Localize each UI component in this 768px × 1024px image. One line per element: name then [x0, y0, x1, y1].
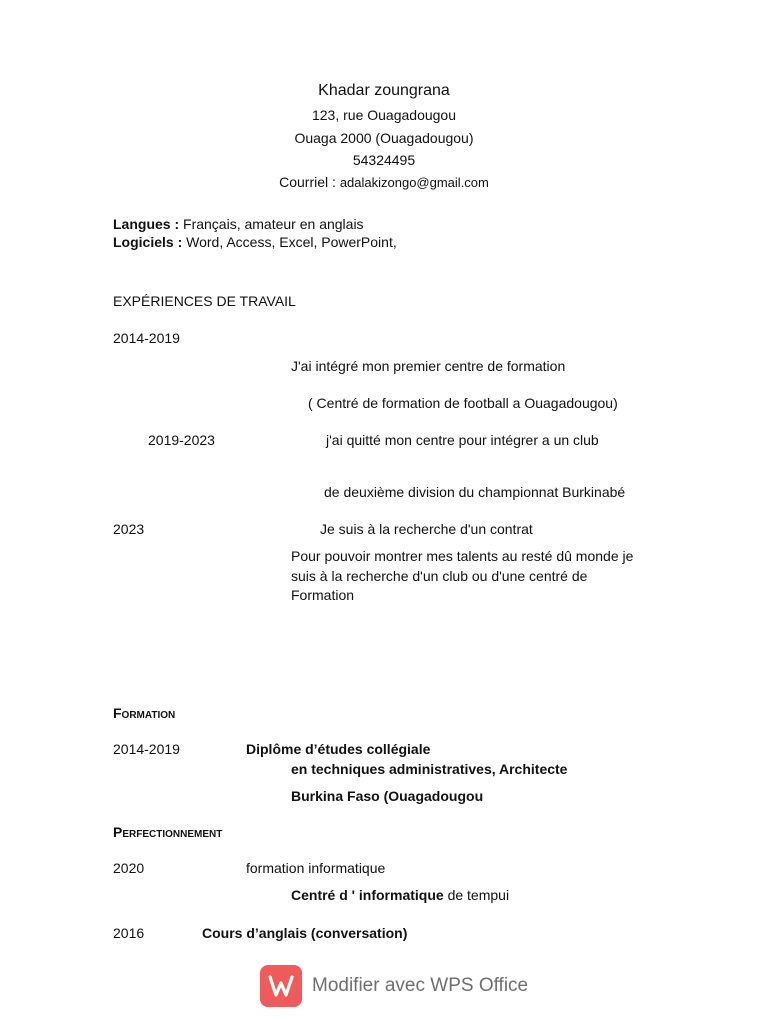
experience-1-year: 2014-2019: [113, 330, 180, 346]
experience-1-line1: J'ai intégré mon premier centre de formation: [291, 358, 566, 374]
formation-field: en techniques administratives, Architecte: [291, 761, 568, 777]
phone-number: 54324495: [352, 152, 416, 168]
languages-label: Langues :: [113, 216, 184, 232]
experience-2-line2: de deuxième division du championnat Burkinabé: [324, 484, 626, 500]
experience-3-line1: Je suis à la recherche d'un contrat: [320, 521, 533, 537]
experience-3-year: 2023: [113, 521, 145, 537]
software-line: [113, 234, 397, 250]
email-address: adalakizongo@gmail.com: [339, 175, 489, 190]
experience-2-line1: j'ai quitté mon centre pour intégrer a un club: [326, 432, 599, 448]
software-label: Logiciels :: [113, 234, 187, 250]
experience-heading: EXPÉRIENCES DE TRAVAIL: [113, 293, 296, 309]
cv-name: Khadar zoungrana: [318, 82, 450, 99]
formation-year: 2014-2019: [113, 741, 180, 757]
software-value: Word, Access, Excel, PowerPoint,: [186, 234, 397, 250]
email-line: [0, 174, 768, 190]
wps-edit-label: Modifier avec WPS Office: [312, 975, 529, 996]
perfectionnement-2-title: Cours d’anglais (conversation): [202, 925, 408, 941]
perfectionnement-1-year: 2020: [113, 860, 145, 876]
perfectionnement-1-place-rest: de tempui: [443, 887, 510, 903]
address-city: Ouaga 2000 (Ouagadougou): [294, 130, 474, 146]
perfectionnement-heading: Perfectionnement: [113, 824, 223, 840]
experience-3-line2: Pour pouvoir montrer mes talents au resté dû monde je suis à la recherche d'un club ou d'une centré de Formation: [291, 548, 634, 603]
address-street: 123, rue Ouagadougou: [311, 107, 456, 123]
formation-location: Burkina Faso (Ouagadougou: [291, 788, 484, 804]
perfectionnement-2-year: 2016: [113, 925, 145, 941]
languages-value: Français, amateur en anglais: [183, 216, 364, 232]
perfectionnement-1-place: [291, 887, 509, 903]
languages-line: [113, 216, 364, 232]
experience-1-line2: ( Centré de formation de football a Ouagadougou): [308, 395, 618, 411]
email-label: Courriel :: [279, 174, 340, 190]
formation-diploma: Diplôme d’études collégiale: [246, 741, 431, 757]
perfectionnement-1-place-bold: Centré d ' informatique: [291, 887, 444, 903]
wps-edit-button[interactable]: [260, 964, 528, 1008]
wps-logo-icon: [260, 965, 302, 1007]
experience-2-year: 2019-2023: [148, 432, 215, 448]
perfectionnement-1-title: formation informatique: [246, 860, 386, 876]
wps-w-icon: [266, 971, 296, 1001]
formation-heading: Formation: [113, 705, 176, 721]
